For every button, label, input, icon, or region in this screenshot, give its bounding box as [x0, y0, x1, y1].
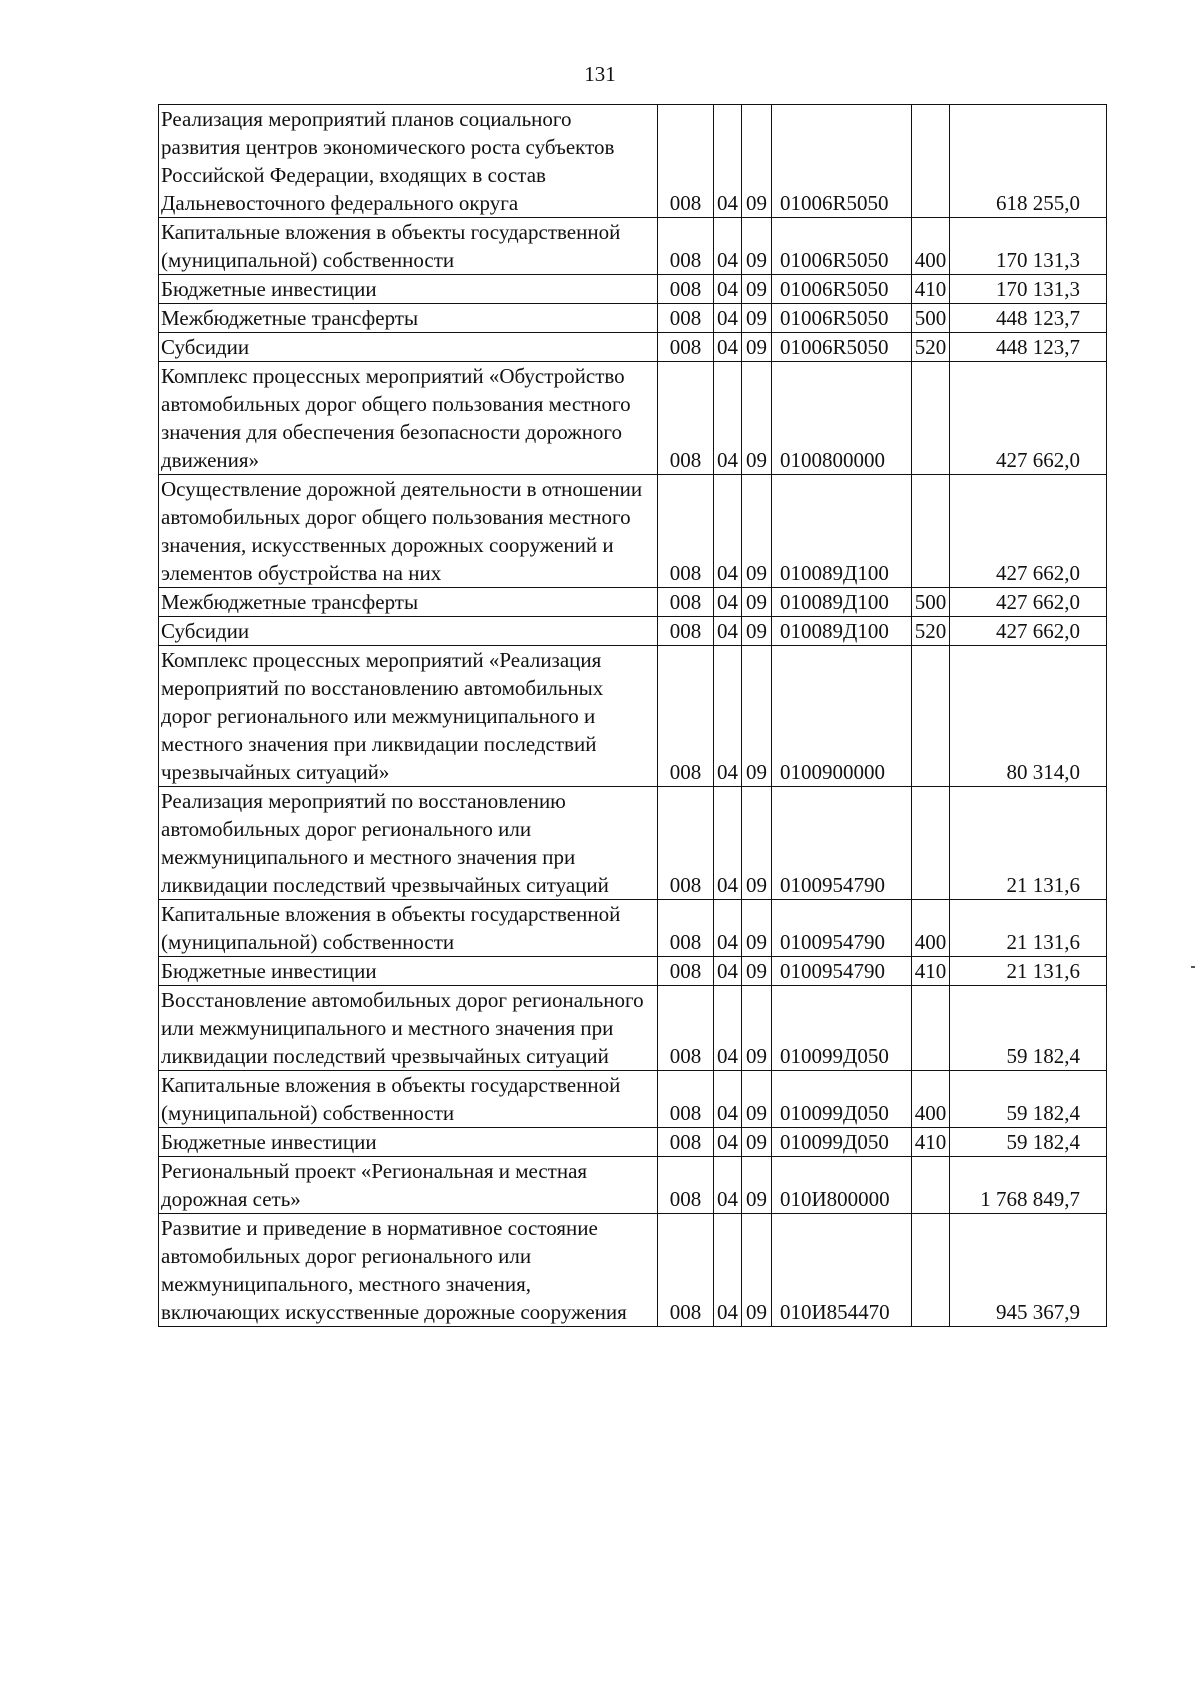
- row-name: Бюджетные инвестиции: [159, 275, 658, 304]
- subsection-code: 09: [742, 218, 772, 275]
- table-row: [159, 1214, 1107, 1327]
- subsection-code: 09: [742, 588, 772, 617]
- expense-type-code: 400: [912, 1071, 950, 1128]
- ministry-code: 008: [658, 1157, 714, 1214]
- section-code: 04: [714, 475, 742, 588]
- target-article-code: 01006R5050: [772, 275, 912, 304]
- row-name: Субсидии: [159, 617, 658, 646]
- ministry-code: 008: [658, 787, 714, 900]
- target-article-code: 0100800000: [772, 362, 912, 475]
- subsection-code: 09: [742, 1128, 772, 1157]
- ministry-code: 008: [658, 900, 714, 957]
- amount: 945 367,9: [950, 1214, 1107, 1327]
- section-code: 04: [714, 218, 742, 275]
- expense-type-code: [912, 1214, 950, 1327]
- section-code: 04: [714, 1128, 742, 1157]
- row-name: Региональный проект «Региональная и местная дорожная сеть»: [159, 1157, 658, 1214]
- subsection-code: 09: [742, 275, 772, 304]
- ministry-code: 008: [658, 105, 714, 218]
- target-article-code: 010099Д050: [772, 986, 912, 1071]
- ministry-code: 008: [658, 1128, 714, 1157]
- budget-table-body: [159, 105, 1107, 1327]
- table-row: [159, 617, 1107, 646]
- target-article-code: 010089Д100: [772, 475, 912, 588]
- page-number: 131: [584, 62, 616, 86]
- subsection-code: 09: [742, 1071, 772, 1128]
- subsection-code: 09: [742, 646, 772, 787]
- target-article-code: 010089Д100: [772, 617, 912, 646]
- amount: 427 662,0: [950, 588, 1107, 617]
- expense-type-code: 520: [912, 333, 950, 362]
- scan-mark: [1191, 966, 1195, 968]
- row-name: Осуществление дорожной деятельности в отношении автомобильных дорог общего пользования местного значения, искусственных дорожных сооружений и элементов обустройства на них: [159, 475, 658, 588]
- row-name: Межбюджетные трансферты: [159, 588, 658, 617]
- table-row: [159, 1071, 1107, 1128]
- row-name: Комплекс процессных мероприятий «Обустройство автомобильных дорог общего пользования местного значения для обеспечения безопасности дорожного движения»: [159, 362, 658, 475]
- ministry-code: 008: [658, 218, 714, 275]
- table-row: [159, 362, 1107, 475]
- amount: 59 182,4: [950, 1071, 1107, 1128]
- table-row: [159, 304, 1107, 333]
- ministry-code: 008: [658, 362, 714, 475]
- row-name: Бюджетные инвестиции: [159, 957, 658, 986]
- amount: 21 131,6: [950, 787, 1107, 900]
- ministry-code: 008: [658, 333, 714, 362]
- ministry-code: 008: [658, 617, 714, 646]
- table-row: [159, 275, 1107, 304]
- section-code: 04: [714, 1071, 742, 1128]
- amount: 59 182,4: [950, 986, 1107, 1071]
- ministry-code: 008: [658, 646, 714, 787]
- table-row: [159, 1128, 1107, 1157]
- amount: 21 131,6: [950, 900, 1107, 957]
- expense-type-code: 410: [912, 1128, 950, 1157]
- table-row: [159, 475, 1107, 588]
- row-name: Развитие и приведение в нормативное состояние автомобильных дорог регионального или межмуниципального, местного значения, включающих искусственные дорожные сооружения: [159, 1214, 658, 1327]
- subsection-code: 09: [742, 957, 772, 986]
- expense-type-code: [912, 475, 950, 588]
- table-row: [159, 1157, 1107, 1214]
- amount: 59 182,4: [950, 1128, 1107, 1157]
- subsection-code: 09: [742, 986, 772, 1071]
- target-article-code: 0100954790: [772, 957, 912, 986]
- subsection-code: 09: [742, 900, 772, 957]
- row-name: Капитальные вложения в объекты государственной (муниципальной) собственности: [159, 1071, 658, 1128]
- subsection-code: 09: [742, 304, 772, 333]
- amount: 80 314,0: [950, 646, 1107, 787]
- subsection-code: 09: [742, 105, 772, 218]
- ministry-code: 008: [658, 475, 714, 588]
- row-name: Восстановление автомобильных дорог регионального или межмуниципального и местного значения при ликвидации последствий чрезвычайных ситуаций: [159, 986, 658, 1071]
- ministry-code: 008: [658, 588, 714, 617]
- row-name: Субсидии: [159, 333, 658, 362]
- ministry-code: 008: [658, 1214, 714, 1327]
- expense-type-code: 520: [912, 617, 950, 646]
- expense-type-code: [912, 362, 950, 475]
- ministry-code: 008: [658, 304, 714, 333]
- expense-type-code: [912, 105, 950, 218]
- budget-table: [158, 104, 1107, 1327]
- ministry-code: 008: [658, 986, 714, 1071]
- section-code: 04: [714, 646, 742, 787]
- subsection-code: 09: [742, 787, 772, 900]
- expense-type-code: 400: [912, 900, 950, 957]
- amount: 1 768 849,7: [950, 1157, 1107, 1214]
- section-code: 04: [714, 617, 742, 646]
- target-article-code: 010И854470: [772, 1214, 912, 1327]
- table-row: [159, 105, 1107, 218]
- section-code: 04: [714, 1214, 742, 1327]
- table-row: [159, 986, 1107, 1071]
- expense-type-code: 410: [912, 275, 950, 304]
- subsection-code: 09: [742, 333, 772, 362]
- row-name: Реализация мероприятий по восстановлению автомобильных дорог регионального или межмуниципального и местного значения при ликвидации последствий чрезвычайных ситуаций: [159, 787, 658, 900]
- ministry-code: 008: [658, 957, 714, 986]
- amount: 170 131,3: [950, 218, 1107, 275]
- section-code: 04: [714, 333, 742, 362]
- target-article-code: 010099Д050: [772, 1128, 912, 1157]
- table-row: [159, 333, 1107, 362]
- amount: 427 662,0: [950, 475, 1107, 588]
- section-code: 04: [714, 275, 742, 304]
- expense-type-code: 410: [912, 957, 950, 986]
- target-article-code: 0100954790: [772, 900, 912, 957]
- expense-type-code: [912, 787, 950, 900]
- amount: 170 131,3: [950, 275, 1107, 304]
- row-name: Капитальные вложения в объекты государственной (муниципальной) собственности: [159, 900, 658, 957]
- table-row: [159, 646, 1107, 787]
- section-code: 04: [714, 588, 742, 617]
- target-article-code: 0100900000: [772, 646, 912, 787]
- section-code: 04: [714, 900, 742, 957]
- amount: 618 255,0: [950, 105, 1107, 218]
- target-article-code: 010099Д050: [772, 1071, 912, 1128]
- table-row: [159, 588, 1107, 617]
- section-code: 04: [714, 957, 742, 986]
- ministry-code: 008: [658, 1071, 714, 1128]
- target-article-code: 01006R5050: [772, 105, 912, 218]
- amount: 21 131,6: [950, 957, 1107, 986]
- expense-type-code: 400: [912, 218, 950, 275]
- table-row: [159, 218, 1107, 275]
- section-code: 04: [714, 105, 742, 218]
- row-name: Комплекс процессных мероприятий «Реализация мероприятий по восстановлению автомобильных дорог регионального или межмуниципального и местного значения при ликвидации последствий чрезвычайных ситуаций»: [159, 646, 658, 787]
- target-article-code: 01006R5050: [772, 218, 912, 275]
- row-name: Бюджетные инвестиции: [159, 1128, 658, 1157]
- amount: 427 662,0: [950, 362, 1107, 475]
- section-code: 04: [714, 1157, 742, 1214]
- row-name: Межбюджетные трансферты: [159, 304, 658, 333]
- amount: 448 123,7: [950, 333, 1107, 362]
- subsection-code: 09: [742, 1214, 772, 1327]
- target-article-code: 0100954790: [772, 787, 912, 900]
- expense-type-code: 500: [912, 588, 950, 617]
- target-article-code: 01006R5050: [772, 333, 912, 362]
- target-article-code: 010089Д100: [772, 588, 912, 617]
- amount: 427 662,0: [950, 617, 1107, 646]
- subsection-code: 09: [742, 362, 772, 475]
- expense-type-code: [912, 646, 950, 787]
- section-code: 04: [714, 787, 742, 900]
- row-name: Капитальные вложения в объекты государственной (муниципальной) собственности: [159, 218, 658, 275]
- section-code: 04: [714, 362, 742, 475]
- amount: 448 123,7: [950, 304, 1107, 333]
- section-code: 04: [714, 304, 742, 333]
- ministry-code: 008: [658, 275, 714, 304]
- expense-type-code: 500: [912, 304, 950, 333]
- table-row: [159, 957, 1107, 986]
- expense-type-code: [912, 1157, 950, 1214]
- row-name: Реализация мероприятий планов социального развития центров экономического роста субъектов Российской Федерации, входящих в состав Дальневосточного федерального округа: [159, 105, 658, 218]
- table-row: [159, 900, 1107, 957]
- target-article-code: 010И800000: [772, 1157, 912, 1214]
- section-code: 04: [714, 986, 742, 1071]
- subsection-code: 09: [742, 475, 772, 588]
- target-article-code: 01006R5050: [772, 304, 912, 333]
- expense-type-code: [912, 986, 950, 1071]
- subsection-code: 09: [742, 617, 772, 646]
- table-row: [159, 787, 1107, 900]
- subsection-code: 09: [742, 1157, 772, 1214]
